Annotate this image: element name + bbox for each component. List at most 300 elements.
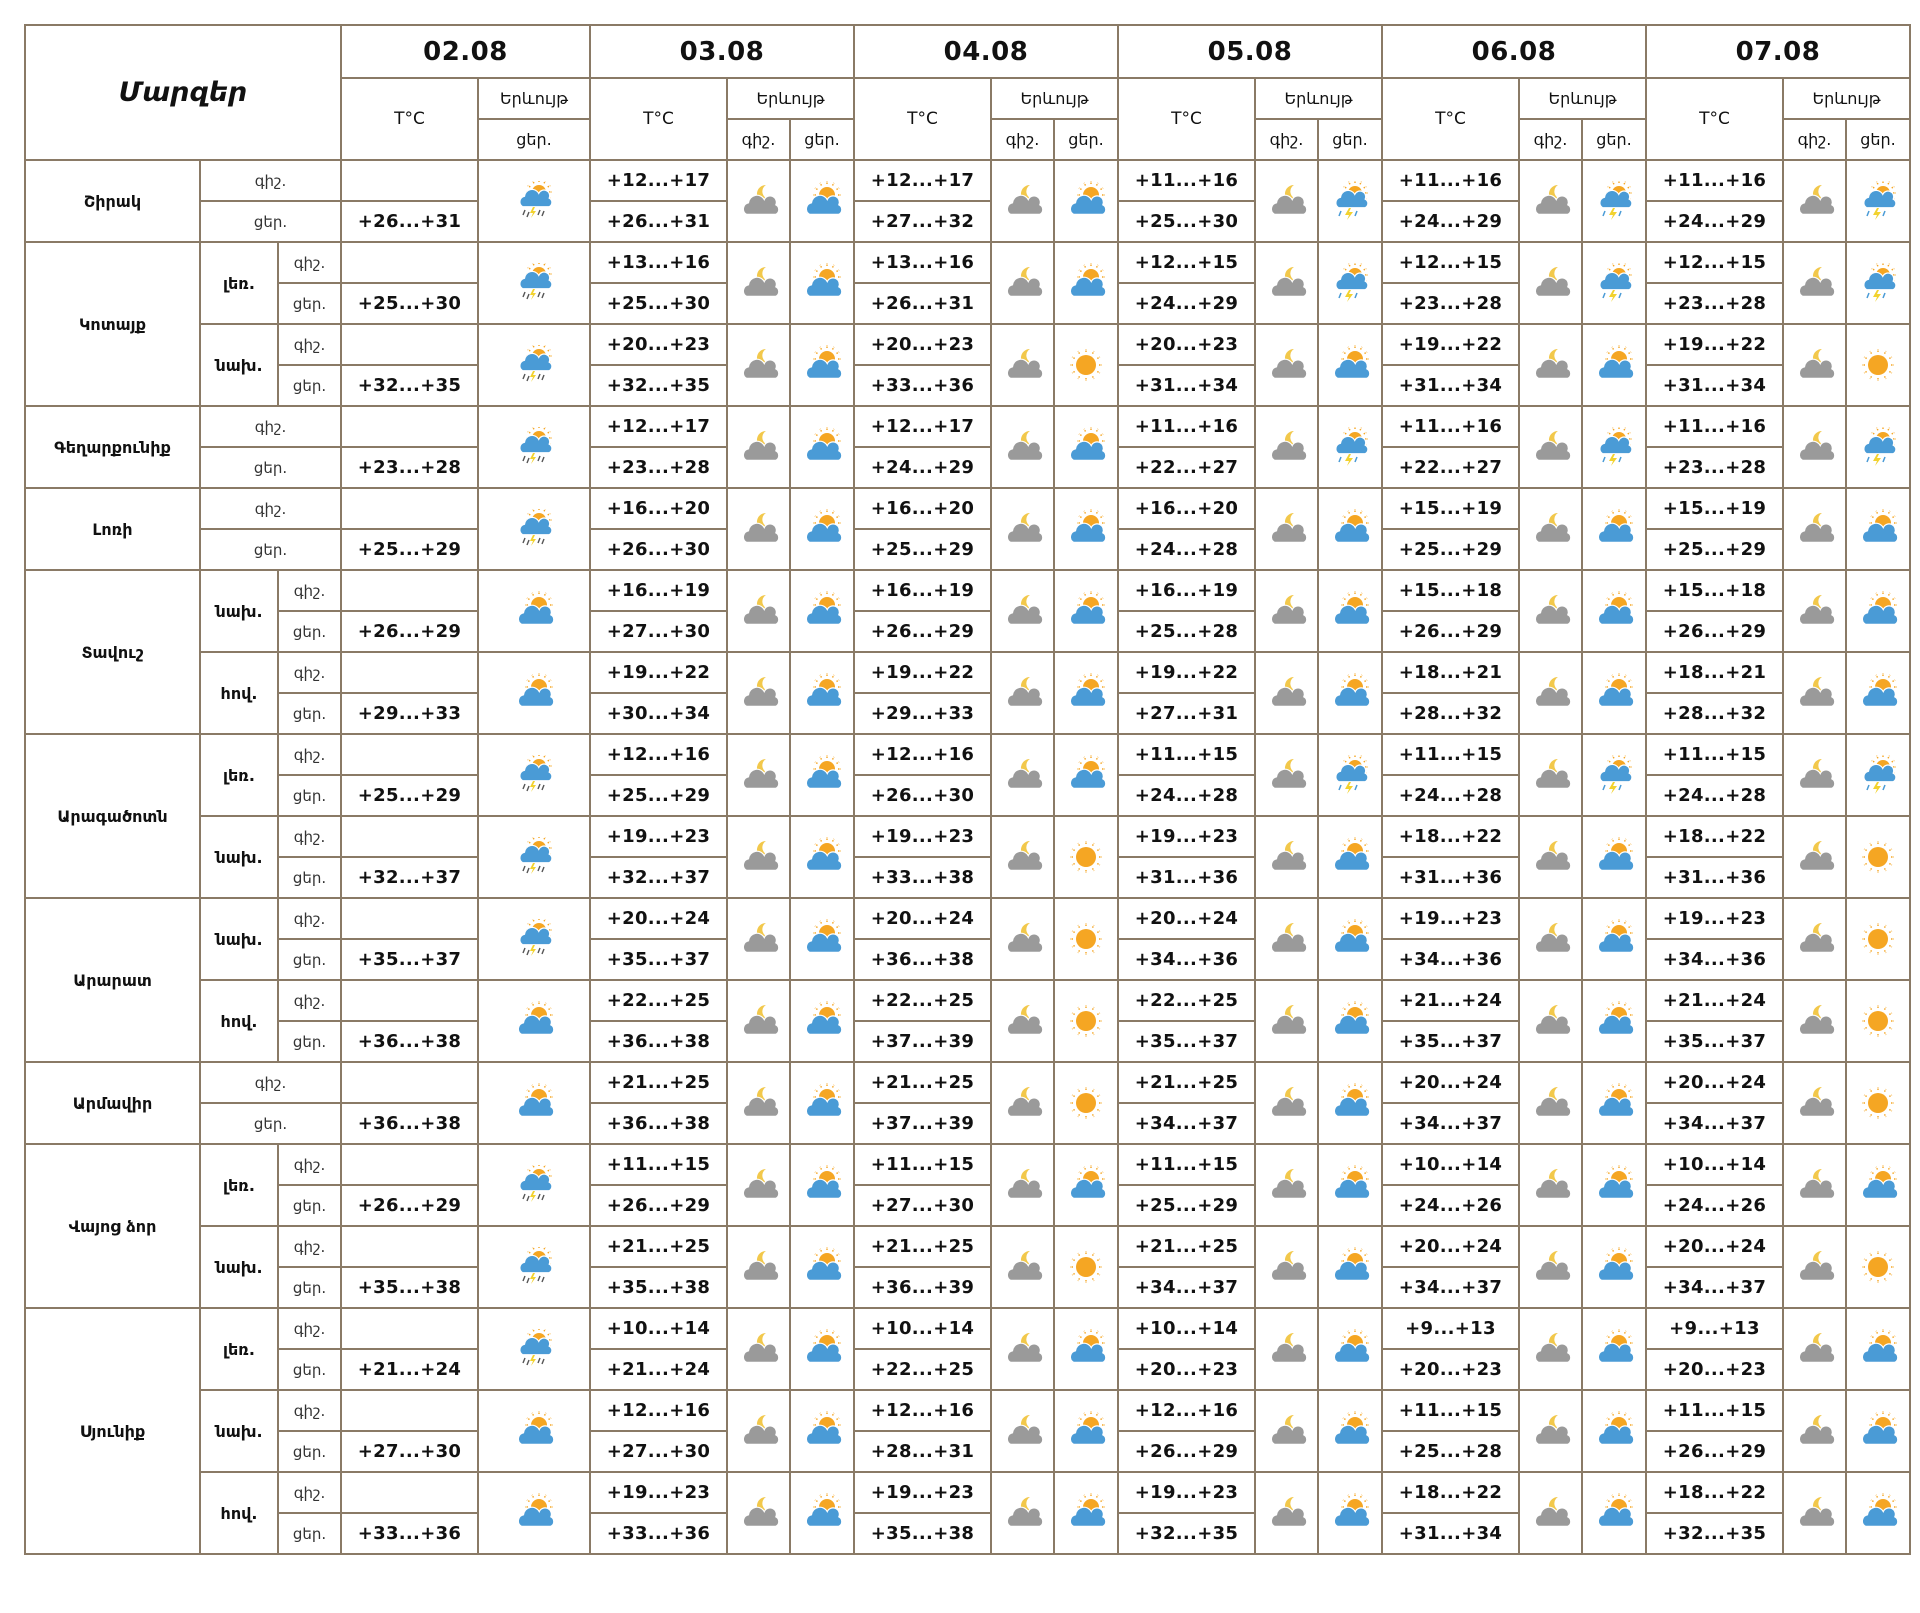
day-temp: +29...+33 bbox=[341, 693, 478, 734]
night-cloud-icon bbox=[991, 1308, 1054, 1390]
subregion-name: նախ. bbox=[200, 816, 278, 898]
day-temp: +31...+34 bbox=[1118, 365, 1255, 406]
night-temp: +18...+21 bbox=[1646, 652, 1783, 693]
day-temp: +34...+37 bbox=[1646, 1267, 1783, 1308]
day-label: ցեր. bbox=[278, 1513, 341, 1554]
night-temp: +13...+16 bbox=[854, 242, 991, 283]
night-temp: +20...+24 bbox=[1646, 1226, 1783, 1267]
night-temp: +19...+23 bbox=[590, 816, 727, 857]
night-temp: +12...+16 bbox=[1118, 1390, 1255, 1431]
day-temp: +37...+39 bbox=[854, 1103, 991, 1144]
day-subheader: ցեր. bbox=[790, 119, 854, 160]
partly-cloudy-icon bbox=[790, 898, 854, 980]
partly-cloudy-icon bbox=[1846, 1308, 1910, 1390]
cloud-thunder-icon bbox=[1318, 406, 1382, 488]
day-temp: +27...+30 bbox=[590, 1431, 727, 1472]
subregion-name: նախ. bbox=[200, 1226, 278, 1308]
day-label: ցեր. bbox=[278, 693, 341, 734]
night-temp: +19...+22 bbox=[1382, 324, 1519, 365]
phenomenon-header: Երևույթ bbox=[1255, 78, 1382, 119]
thunder-rain-icon bbox=[478, 1308, 590, 1390]
partly-cloudy-icon bbox=[790, 816, 854, 898]
day-label: ցեր. bbox=[278, 1431, 341, 1472]
night-cloud-icon bbox=[991, 898, 1054, 980]
night-cloud-icon bbox=[1255, 1472, 1318, 1554]
night-temp: +13...+16 bbox=[590, 242, 727, 283]
day-temp: +25...+29 bbox=[1118, 1185, 1255, 1226]
sun-icon bbox=[1846, 1226, 1910, 1308]
night-cloud-icon bbox=[1783, 1472, 1846, 1554]
day-temp: +27...+30 bbox=[854, 1185, 991, 1226]
night-cloud-icon bbox=[727, 1472, 790, 1554]
night-temp: +12...+16 bbox=[590, 1390, 727, 1431]
partly-cloudy-icon bbox=[1582, 1308, 1646, 1390]
day-temp: +24...+28 bbox=[1118, 529, 1255, 570]
region-name: Լոռի bbox=[25, 488, 200, 570]
night-cloud-icon bbox=[991, 570, 1054, 652]
cloud-thunder-icon bbox=[1846, 406, 1910, 488]
night-temp: +21...+25 bbox=[1118, 1226, 1255, 1267]
night-temp: +18...+21 bbox=[1382, 652, 1519, 693]
night-cloud-icon bbox=[991, 1062, 1054, 1144]
night-cloud-icon bbox=[1255, 1226, 1318, 1308]
night-temp: +12...+17 bbox=[590, 406, 727, 447]
night-temp bbox=[341, 1390, 478, 1431]
day-temp: +24...+29 bbox=[854, 447, 991, 488]
day-temp: +28...+32 bbox=[1382, 693, 1519, 734]
night-temp: +11...+15 bbox=[1646, 1390, 1783, 1431]
night-temp: +22...+25 bbox=[1118, 980, 1255, 1021]
day-temp: +26...+29 bbox=[341, 611, 478, 652]
partly-cloudy-icon bbox=[790, 570, 854, 652]
region-name: Գեղարքունիք bbox=[25, 406, 200, 488]
phenomenon-header: Երևույթ bbox=[727, 78, 854, 119]
day-label: ցեր. bbox=[200, 1103, 341, 1144]
night-cloud-icon bbox=[991, 1226, 1054, 1308]
subregion-name: լեռ. bbox=[200, 242, 278, 324]
partly-cloudy-icon bbox=[790, 160, 854, 242]
day-temp: +34...+37 bbox=[1646, 1103, 1783, 1144]
night-cloud-icon bbox=[1519, 1062, 1582, 1144]
day-temp: +22...+27 bbox=[1382, 447, 1519, 488]
night-temp: +15...+18 bbox=[1382, 570, 1519, 611]
night-cloud-icon bbox=[991, 324, 1054, 406]
partly-cloudy-icon bbox=[1054, 1390, 1118, 1472]
night-temp: +20...+23 bbox=[854, 324, 991, 365]
night-cloud-icon bbox=[727, 160, 790, 242]
partly-cloudy-icon bbox=[478, 1472, 590, 1554]
day-label: ցեր. bbox=[278, 1021, 341, 1062]
day-temp: +24...+29 bbox=[1118, 283, 1255, 324]
partly-cloudy-icon bbox=[1318, 570, 1382, 652]
day-temp: +25...+30 bbox=[341, 283, 478, 324]
partly-cloudy-icon bbox=[478, 570, 590, 652]
sun-icon bbox=[1054, 324, 1118, 406]
day-temp: +36...+38 bbox=[854, 939, 991, 980]
partly-cloudy-icon bbox=[1846, 652, 1910, 734]
phenomenon-header: Երևույթ bbox=[1783, 78, 1910, 119]
night-temp: +10...+14 bbox=[590, 1308, 727, 1349]
subregion-name: հով. bbox=[200, 1472, 278, 1554]
night-cloud-icon bbox=[727, 324, 790, 406]
date-header: 02.08 bbox=[341, 25, 590, 78]
night-label: գիշ. bbox=[278, 734, 341, 775]
day-temp: +34...+37 bbox=[1118, 1267, 1255, 1308]
partly-cloudy-icon bbox=[790, 242, 854, 324]
day-temp: +25...+28 bbox=[1382, 1431, 1519, 1472]
sun-icon bbox=[1054, 1226, 1118, 1308]
night-temp: +22...+25 bbox=[590, 980, 727, 1021]
night-temp: +11...+15 bbox=[854, 1144, 991, 1185]
day-temp: +26...+31 bbox=[590, 201, 727, 242]
day-temp: +28...+32 bbox=[1646, 693, 1783, 734]
partly-cloudy-icon bbox=[1054, 160, 1118, 242]
night-temp bbox=[341, 160, 478, 201]
partly-cloudy-icon bbox=[1318, 1062, 1382, 1144]
night-temp: +15...+19 bbox=[1646, 488, 1783, 529]
night-cloud-icon bbox=[1255, 898, 1318, 980]
night-cloud-icon bbox=[991, 1144, 1054, 1226]
day-temp: +26...+30 bbox=[854, 775, 991, 816]
partly-cloudy-icon bbox=[478, 1390, 590, 1472]
cloud-thunder-icon bbox=[1582, 242, 1646, 324]
partly-cloudy-icon bbox=[790, 980, 854, 1062]
night-temp: +20...+24 bbox=[590, 898, 727, 939]
night-temp: +10...+14 bbox=[854, 1308, 991, 1349]
night-cloud-icon bbox=[1519, 898, 1582, 980]
night-cloud-icon bbox=[727, 1308, 790, 1390]
day-temp: +24...+28 bbox=[1118, 775, 1255, 816]
night-temp bbox=[341, 816, 478, 857]
night-cloud-icon bbox=[727, 1062, 790, 1144]
night-temp: +12...+16 bbox=[590, 734, 727, 775]
night-cloud-icon bbox=[1783, 1390, 1846, 1472]
night-cloud-icon bbox=[991, 816, 1054, 898]
day-subheader: ցեր. bbox=[1846, 119, 1910, 160]
night-temp bbox=[341, 570, 478, 611]
day-temp: +31...+36 bbox=[1118, 857, 1255, 898]
partly-cloudy-icon bbox=[1846, 1144, 1910, 1226]
temp-header: T°C bbox=[590, 78, 727, 160]
day-temp: +26...+31 bbox=[854, 283, 991, 324]
sun-icon bbox=[1054, 816, 1118, 898]
night-label: գիշ. bbox=[278, 1390, 341, 1431]
cloud-thunder-icon bbox=[1582, 406, 1646, 488]
night-cloud-icon bbox=[991, 1390, 1054, 1472]
partly-cloudy-icon bbox=[1582, 1472, 1646, 1554]
night-temp: +10...+14 bbox=[1646, 1144, 1783, 1185]
subregion-name: նախ. bbox=[200, 898, 278, 980]
subregion-name: լեռ. bbox=[200, 1308, 278, 1390]
sun-icon bbox=[1846, 324, 1910, 406]
night-temp: +19...+23 bbox=[1646, 898, 1783, 939]
day-temp: +26...+29 bbox=[1382, 611, 1519, 652]
day-temp: +34...+36 bbox=[1646, 939, 1783, 980]
night-temp: +20...+24 bbox=[854, 898, 991, 939]
night-temp: +9...+13 bbox=[1646, 1308, 1783, 1349]
day-temp: +23...+28 bbox=[1646, 283, 1783, 324]
night-temp: +19...+23 bbox=[1382, 898, 1519, 939]
day-temp: +24...+26 bbox=[1382, 1185, 1519, 1226]
sun-icon bbox=[1846, 1062, 1910, 1144]
night-temp: +19...+23 bbox=[590, 1472, 727, 1513]
night-temp bbox=[341, 242, 478, 283]
night-temp: +12...+17 bbox=[590, 160, 727, 201]
night-temp: +11...+16 bbox=[1382, 160, 1519, 201]
night-cloud-icon bbox=[991, 406, 1054, 488]
night-cloud-icon bbox=[991, 488, 1054, 570]
partly-cloudy-icon bbox=[1582, 652, 1646, 734]
night-temp: +15...+18 bbox=[1646, 570, 1783, 611]
night-temp: +19...+22 bbox=[1118, 652, 1255, 693]
night-temp: +22...+25 bbox=[854, 980, 991, 1021]
night-cloud-icon bbox=[1783, 898, 1846, 980]
table-title: Մարզեր bbox=[25, 25, 341, 160]
night-label: գիշ. bbox=[278, 652, 341, 693]
day-temp: +33...+36 bbox=[590, 1513, 727, 1554]
night-cloud-icon bbox=[727, 570, 790, 652]
day-temp: +26...+30 bbox=[590, 529, 727, 570]
temp-header: T°C bbox=[1646, 78, 1783, 160]
partly-cloudy-icon bbox=[1318, 324, 1382, 406]
night-temp: +11...+15 bbox=[590, 1144, 727, 1185]
cloud-thunder-icon bbox=[1846, 242, 1910, 324]
partly-cloudy-icon bbox=[1582, 1144, 1646, 1226]
night-temp: +11...+15 bbox=[1118, 734, 1255, 775]
day-temp: +37...+39 bbox=[854, 1021, 991, 1062]
night-cloud-icon bbox=[1519, 488, 1582, 570]
night-cloud-icon bbox=[1519, 406, 1582, 488]
sun-icon bbox=[1054, 898, 1118, 980]
night-label: գիշ. bbox=[278, 570, 341, 611]
day-temp: +25...+29 bbox=[590, 775, 727, 816]
cloud-thunder-icon bbox=[1846, 160, 1910, 242]
subregion-name: հով. bbox=[200, 652, 278, 734]
partly-cloudy-icon bbox=[790, 734, 854, 816]
night-subheader: գիշ. bbox=[991, 119, 1054, 160]
day-label: ցեր. bbox=[278, 611, 341, 652]
day-temp: +25...+29 bbox=[341, 775, 478, 816]
date-header: 07.08 bbox=[1646, 25, 1910, 78]
night-cloud-icon bbox=[727, 980, 790, 1062]
night-temp: +9...+13 bbox=[1382, 1308, 1519, 1349]
night-temp: +20...+24 bbox=[1382, 1062, 1519, 1103]
night-cloud-icon bbox=[1519, 734, 1582, 816]
night-cloud-icon bbox=[1783, 488, 1846, 570]
night-temp: +21...+24 bbox=[1646, 980, 1783, 1021]
day-label: ցեր. bbox=[278, 1185, 341, 1226]
night-temp: +16...+19 bbox=[590, 570, 727, 611]
day-subheader: ցեր. bbox=[1318, 119, 1382, 160]
day-temp: +24...+28 bbox=[1382, 775, 1519, 816]
day-temp: +26...+29 bbox=[590, 1185, 727, 1226]
night-cloud-icon bbox=[727, 816, 790, 898]
night-cloud-icon bbox=[1519, 160, 1582, 242]
day-temp: +21...+24 bbox=[590, 1349, 727, 1390]
partly-cloudy-icon bbox=[1318, 1226, 1382, 1308]
partly-cloudy-icon bbox=[790, 1390, 854, 1472]
day-temp: +36...+38 bbox=[341, 1103, 478, 1144]
partly-cloudy-icon bbox=[1318, 980, 1382, 1062]
night-temp bbox=[341, 1308, 478, 1349]
night-temp: +19...+23 bbox=[854, 816, 991, 857]
night-cloud-icon bbox=[1783, 1062, 1846, 1144]
day-temp: +31...+34 bbox=[1382, 1513, 1519, 1554]
night-cloud-icon bbox=[727, 1390, 790, 1472]
cloud-thunder-icon bbox=[1318, 734, 1382, 816]
temp-header: T°C bbox=[1118, 78, 1255, 160]
night-temp: +11...+16 bbox=[1118, 406, 1255, 447]
night-temp: +20...+23 bbox=[1118, 324, 1255, 365]
night-temp: +19...+22 bbox=[1646, 324, 1783, 365]
sun-icon bbox=[1054, 1062, 1118, 1144]
night-cloud-icon bbox=[991, 1472, 1054, 1554]
partly-cloudy-icon bbox=[790, 488, 854, 570]
night-cloud-icon bbox=[991, 734, 1054, 816]
partly-cloudy-icon bbox=[1318, 1472, 1382, 1554]
night-temp: +19...+23 bbox=[854, 1472, 991, 1513]
night-temp bbox=[341, 1062, 478, 1103]
night-label: գիշ. bbox=[278, 816, 341, 857]
night-cloud-icon bbox=[1519, 1390, 1582, 1472]
day-temp: +35...+38 bbox=[341, 1267, 478, 1308]
day-temp: +26...+29 bbox=[1118, 1431, 1255, 1472]
night-temp: +16...+19 bbox=[1118, 570, 1255, 611]
day-label: ցեր. bbox=[278, 283, 341, 324]
day-temp: +34...+37 bbox=[1382, 1267, 1519, 1308]
region-name: Արմավիր bbox=[25, 1062, 200, 1144]
sun-icon bbox=[1846, 816, 1910, 898]
cloud-thunder-icon bbox=[1846, 734, 1910, 816]
temp-header: T°C bbox=[1382, 78, 1519, 160]
night-cloud-icon bbox=[1255, 1062, 1318, 1144]
night-temp: +16...+20 bbox=[590, 488, 727, 529]
partly-cloudy-icon bbox=[1318, 816, 1382, 898]
cloud-thunder-icon bbox=[1318, 242, 1382, 324]
thunder-rain-icon bbox=[478, 406, 590, 488]
night-cloud-icon bbox=[991, 160, 1054, 242]
partly-cloudy-icon bbox=[1846, 1390, 1910, 1472]
night-temp: +21...+25 bbox=[590, 1226, 727, 1267]
day-label: ցեր. bbox=[200, 201, 341, 242]
day-temp: +34...+37 bbox=[1382, 1103, 1519, 1144]
night-temp: +19...+22 bbox=[590, 652, 727, 693]
night-cloud-icon bbox=[991, 652, 1054, 734]
day-temp: +20...+23 bbox=[1118, 1349, 1255, 1390]
forecast-document bbox=[24, 24, 1911, 1555]
night-temp bbox=[341, 1144, 478, 1185]
night-temp bbox=[341, 652, 478, 693]
day-temp: +25...+29 bbox=[341, 529, 478, 570]
night-cloud-icon bbox=[1519, 1472, 1582, 1554]
night-label: գիշ. bbox=[200, 160, 341, 201]
partly-cloudy-icon bbox=[1054, 652, 1118, 734]
night-cloud-icon bbox=[1783, 406, 1846, 488]
partly-cloudy-icon bbox=[1054, 734, 1118, 816]
night-temp: +21...+24 bbox=[1382, 980, 1519, 1021]
partly-cloudy-icon bbox=[1318, 1144, 1382, 1226]
phenomenon-header: Երևույթ bbox=[991, 78, 1118, 119]
day-temp: +36...+38 bbox=[341, 1021, 478, 1062]
partly-cloudy-icon bbox=[1846, 488, 1910, 570]
partly-cloudy-icon bbox=[1054, 1308, 1118, 1390]
day-temp: +29...+33 bbox=[854, 693, 991, 734]
night-label: գիշ. bbox=[278, 1472, 341, 1513]
partly-cloudy-icon bbox=[478, 1062, 590, 1144]
thunder-rain-icon bbox=[478, 242, 590, 324]
night-temp: +11...+16 bbox=[1382, 406, 1519, 447]
subregion-name: հով. bbox=[200, 980, 278, 1062]
night-label: գիշ. bbox=[278, 324, 341, 365]
night-temp: +21...+25 bbox=[590, 1062, 727, 1103]
partly-cloudy-icon bbox=[790, 1472, 854, 1554]
day-label: ցեր. bbox=[278, 1267, 341, 1308]
day-temp: +25...+28 bbox=[1118, 611, 1255, 652]
partly-cloudy-icon bbox=[1054, 488, 1118, 570]
night-temp: +19...+22 bbox=[854, 652, 991, 693]
night-cloud-icon bbox=[1783, 734, 1846, 816]
day-temp: +26...+29 bbox=[1646, 1431, 1783, 1472]
night-temp bbox=[341, 1226, 478, 1267]
night-cloud-icon bbox=[1783, 160, 1846, 242]
night-temp: +20...+24 bbox=[1382, 1226, 1519, 1267]
night-temp bbox=[341, 488, 478, 529]
day-temp: +22...+27 bbox=[1118, 447, 1255, 488]
night-temp: +12...+16 bbox=[854, 1390, 991, 1431]
night-cloud-icon bbox=[1519, 324, 1582, 406]
night-cloud-icon bbox=[1255, 570, 1318, 652]
cloud-thunder-icon bbox=[1582, 160, 1646, 242]
day-label: ցեր. bbox=[278, 857, 341, 898]
partly-cloudy-icon bbox=[1054, 1144, 1118, 1226]
night-temp: +12...+17 bbox=[854, 160, 991, 201]
night-cloud-icon bbox=[1783, 980, 1846, 1062]
night-temp: +16...+20 bbox=[1118, 488, 1255, 529]
night-temp: +11...+15 bbox=[1646, 734, 1783, 775]
day-temp: +26...+29 bbox=[854, 611, 991, 652]
temp-header: T°C bbox=[341, 78, 478, 160]
partly-cloudy-icon bbox=[1582, 1062, 1646, 1144]
subregion-name: նախ. bbox=[200, 570, 278, 652]
night-cloud-icon bbox=[1783, 652, 1846, 734]
date-header: 03.08 bbox=[590, 25, 854, 78]
night-cloud-icon bbox=[1519, 980, 1582, 1062]
thunder-rain-icon bbox=[478, 160, 590, 242]
night-temp bbox=[341, 734, 478, 775]
date-header: 04.08 bbox=[854, 25, 1118, 78]
night-cloud-icon bbox=[1783, 324, 1846, 406]
night-cloud-icon bbox=[727, 1144, 790, 1226]
night-cloud-icon bbox=[1255, 816, 1318, 898]
day-subheader: ցեր. bbox=[1582, 119, 1646, 160]
day-temp: +32...+35 bbox=[1118, 1513, 1255, 1554]
night-cloud-icon bbox=[1255, 488, 1318, 570]
night-temp: +11...+15 bbox=[1382, 1390, 1519, 1431]
sun-icon bbox=[1054, 980, 1118, 1062]
day-label: ցեր. bbox=[200, 529, 341, 570]
date-header: 06.08 bbox=[1382, 25, 1646, 78]
night-cloud-icon bbox=[1255, 980, 1318, 1062]
night-temp bbox=[341, 898, 478, 939]
day-label: ցեր. bbox=[278, 939, 341, 980]
day-temp: +27...+30 bbox=[590, 611, 727, 652]
night-label: գիշ. bbox=[200, 488, 341, 529]
day-temp: +25...+29 bbox=[1646, 529, 1783, 570]
region-name: Արագածոտն bbox=[25, 734, 200, 898]
sun-icon bbox=[1846, 898, 1910, 980]
partly-cloudy-icon bbox=[790, 1062, 854, 1144]
region-name: Սյունիք bbox=[25, 1308, 200, 1554]
